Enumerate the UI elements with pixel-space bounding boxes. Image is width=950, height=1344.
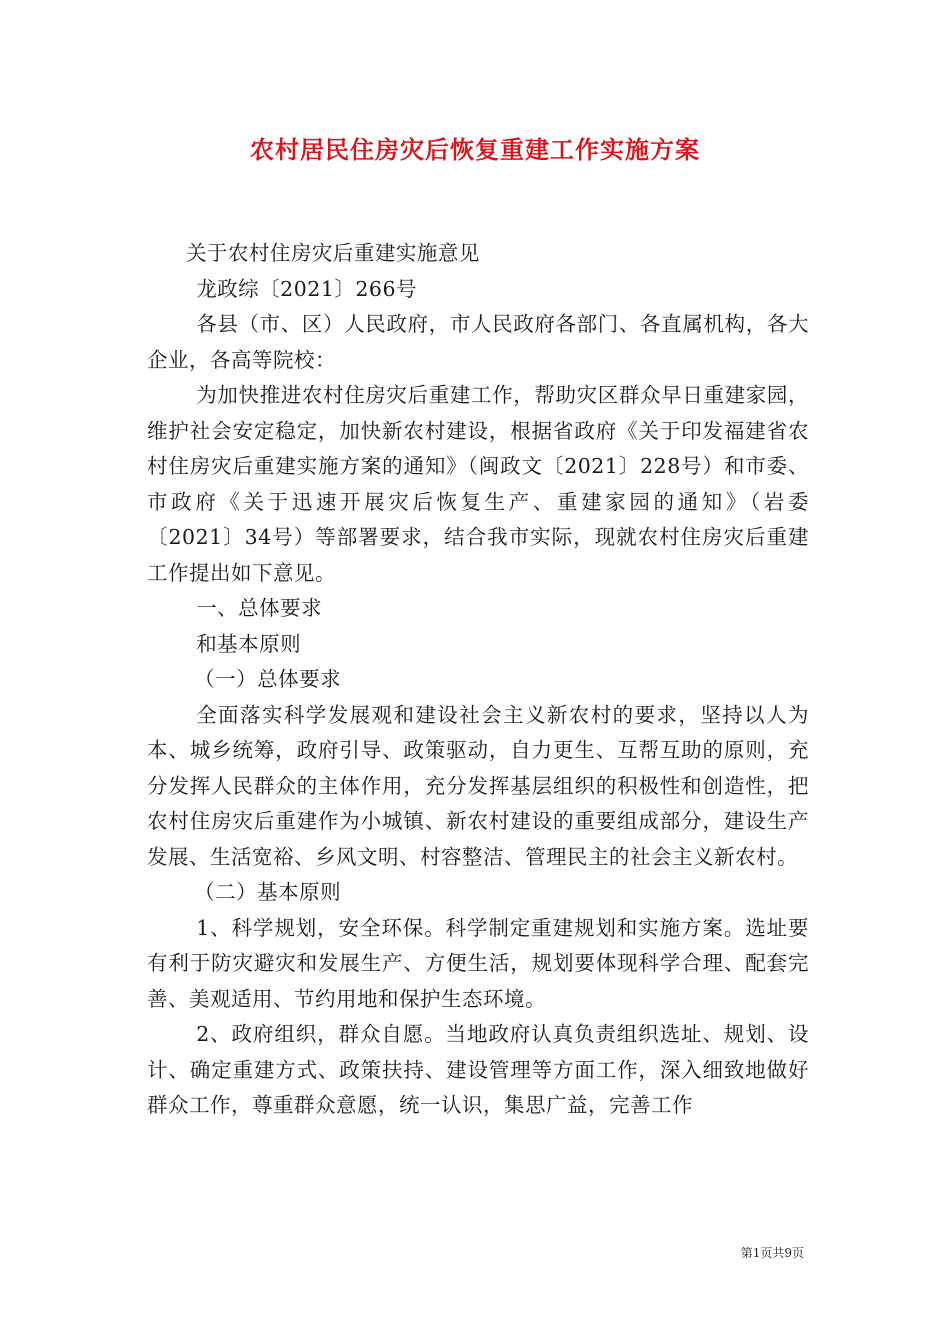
paragraph-principle-1: 1、科学规划，安全环保。科学制定重建规划和实施方案。选址要有利于防灾避灾和发展生产、方便生活，规划要体现科学合理、配套完善、美观适用、节约用地和保护生态环境。 [147,915,809,1011]
heading-subsection-1: （一）总体要求 [194,667,342,691]
paragraph-principle-2: 2、政府组织，群众自愿。当地政府认真负责组织选址、规划、设计、确定重建方式、政策扶持、建设管理等方面工作，深入细致地做好群众工作，尊重群众意愿，统一认识，集思广益，完善工作 [147,1022,809,1117]
heading-subsection-2: （二）基本原则 [194,880,342,904]
paragraph-intro: 为加快推进农村住房灾后重建工作，帮助灾区群众早日重建家园，维护社会安定稳定，加快新农村建设，根据省政府《关于印发福建省农村住房灾后重建实施方案的通知》（闽政文〔2021〕228号）和市委、市政府《关于迅速开展灾后恢复生产、重建家园的通知》（岩委〔2021〕34号）等部署要求，结合我市实际，现就农村住房灾后重建工作提出如下意见。 [147,383,809,585]
heading-section-1-cont: 和基本原则 [196,631,302,656]
paragraph-recipients: 各县（市、区）人民政府，市人民政府各部门、各直属机构，各大企业，各高等院校： [147,312,809,372]
heading-section-1: 一、总体要求 [196,596,323,620]
paragraph-subject: 关于农村住房灾后重建实施意见 [185,241,480,265]
document-body [147,236,809,1124]
paragraph-overall-requirements: 全面落实科学发展观和建设社会主义新农村的要求，坚持以人为本、城乡统筹，政府引导、政策驱动，自力更生、互帮互助的原则，充分发挥人民群众的主体作用，充分发挥基层组织的积极性和创造性，把农村住房灾后重建作为小城镇、新农村建设的重要组成部分，建设生产发展、生活宽裕、乡风文明、村容整洁、管理民主的社会主义新农村。 [147,702,809,869]
paragraph-doc-number: 龙政综〔2021〕266号 [196,276,417,301]
document-title: 农村居民住房灾后恢复重建工作实施方案 [250,135,700,164]
page-number: 第1页共9页 [740,1246,804,1260]
